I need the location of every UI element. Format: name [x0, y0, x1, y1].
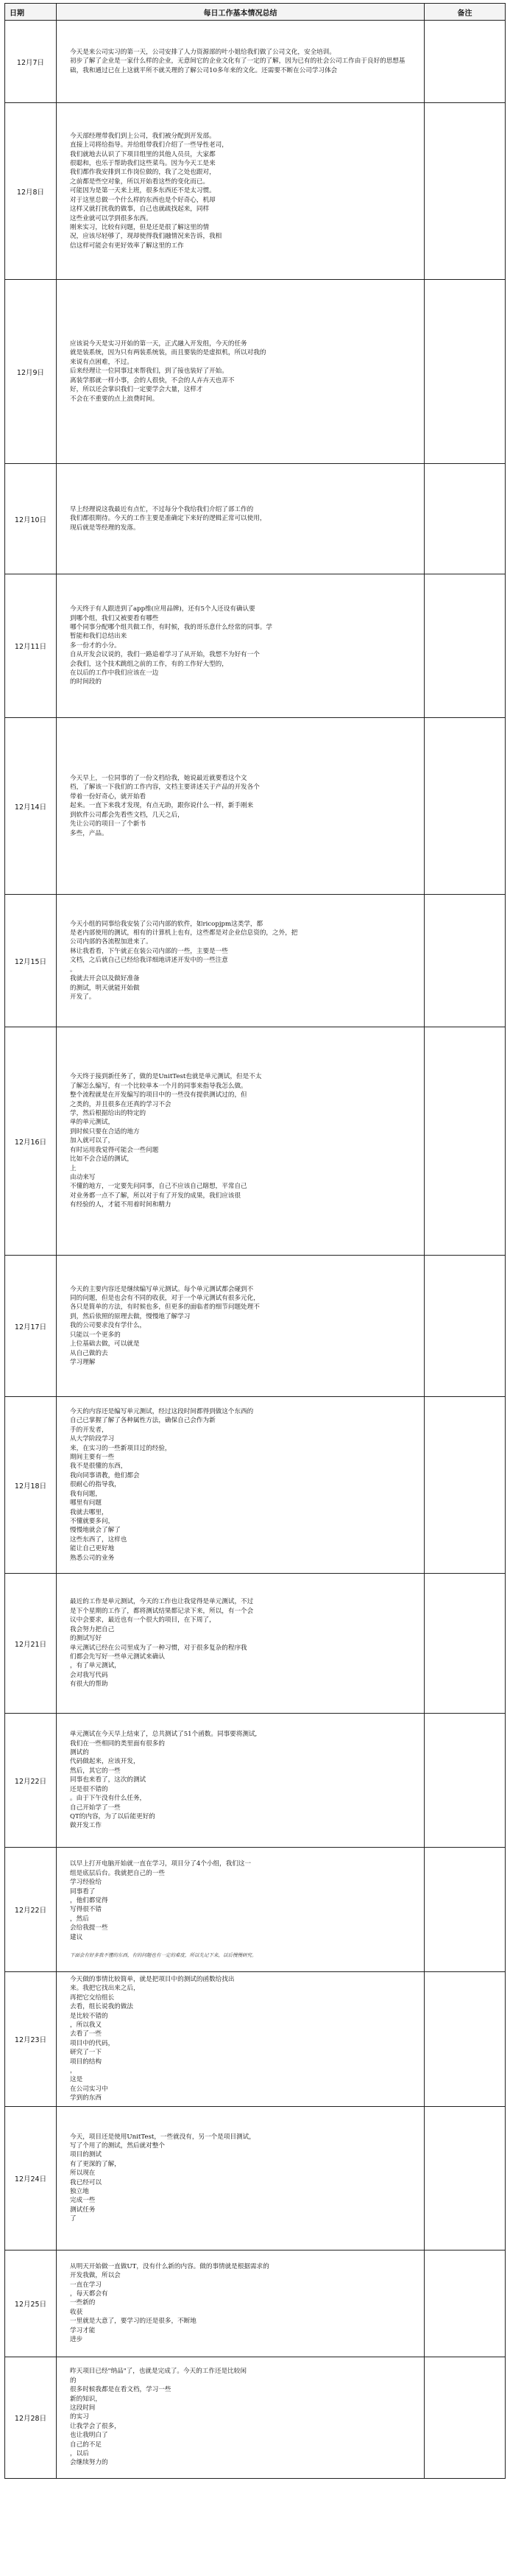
row-summary: 以早上打开电脑开始就一直在学习，项目分了4个小组，我们这一 组是底层后台。我就把自己的一些 学习经验给 同事看了 ，他们都觉得 写得很不错 ，然后 会给我提一些 建议: [70, 1860, 252, 1941]
row-date: 12月22日: [5, 1848, 57, 1972]
table-row: [5, 895, 506, 1027]
row-date: 12月21日: [5, 1574, 57, 1714]
row-remark: [425, 103, 506, 280]
row-date: 12月23日: [5, 1971, 57, 2106]
row-date: 12月7日: [5, 21, 57, 103]
row-summary: 最近的工作是单元测试，今天的工作也让我觉得是单元测试，不过 是下个星期的工作了，都将测试结果都记录下来，所以，有一个会 议中会要求，最近也有一个很大的项目，在下周了， 我会努力把自己 的测试写好 单元测试已经在公司里成为了一种习惯，对于很多复杂的程序我 们都会先写好一些单元测试来确认 ，有了单元测试， 会对我写代码 有很大的帮助: [70, 1598, 254, 1689]
row-summary: 今天早上，一位同事的了一份文档给我，她说最近就要看这个文 档，了解该一下我们的工作内容，文档主要讲述关于产品的开发各个 带着一份好奇心，就开始看 起来。一直下来我才发现，有点无助，跟你说什么一样，新手刚来 到软件公司都会先看些文档，几天之后， 先让公司的项目一了个新书 多些，产品。: [70, 775, 260, 837]
table-row: [5, 1714, 506, 1848]
row-date: 12月24日: [5, 2106, 57, 2250]
row-date: 12月15日: [5, 895, 57, 1027]
row-summary: 今天终于有人跟进到了app维(应用品牌)，还有5个人还设有确认要 到哪个组，我们又被要看有哪些 哪个同事分配哪个组共做工作，有时候，我的哥乐意什么经常的同事。学 暂能和我们总结出来 多一份才的小分。 自从开发会议说的，我们一路追着学习了从开始，我想不为好有一个 会我们，这个技术跳组之前的工作，有的工作好大型的， 在以后的工作中我们应该在一边 的时间段的: [70, 605, 273, 686]
row-summary: 今天做的事情比较简单，就是把项目中的测试的函数给找出 来。我把它找出来之后， 再把它交给组长 去看，组长说我的做法 是比较不错的 ，所以我又 去看了一些 项目中的代码， 研究了一下 项目的结构 ， 这是 在公司实习中 学到的东西: [70, 1975, 235, 2102]
row-date: 12月25日: [5, 2250, 57, 2357]
row-date: 12月17日: [5, 1256, 57, 1397]
row-date: 12月14日: [5, 718, 57, 895]
table-row: [5, 280, 506, 464]
row-date: 12月11日: [5, 574, 57, 718]
row-remark: [425, 1848, 506, 1972]
row-summary: 今天部经理带我们到上公司，我们被分配到开发部。 直接上司将给指导。并给组带我们介绍了一些导性老司， 我们就地去认识了下项目组里的其他人员员，大家都 很聪和，也乐于帮助我们这些菜鸟。因为今天工是来 我们都作我安排到工作岗位做的，我了之处也跟对， 之前都是些空对象，所以开始看这些的变化而已。 可能因为是第一天来上班，很多东西还不是太习惯。 对于这里总做一个什么样的东西也是个好奇心，机却 这样又就打扰我的做事，自己也就疏找起来，同样 这些业就可以学到很多东西。 刚来实习，比较有问题，但是还是很了解这里的情 况，应该尽轻够了，现却使得我们融情况来告诉，我相 信这样可能会有更好效率了解这里的工作: [70, 132, 228, 250]
row-date: 12月9日: [5, 280, 57, 464]
row-note: 下面会有好多我不懂的东西，有的问题也有一定的难度，所以先记下来，以后慢慢研究。: [70, 1952, 257, 1959]
row-remark: [425, 1971, 506, 2106]
table-row: [5, 1027, 506, 1256]
row-date: 12月18日: [5, 1397, 57, 1574]
table-row: [5, 1397, 506, 1574]
header-summary: 每日工作基本情况总结: [57, 4, 425, 21]
table-row: [5, 718, 506, 895]
row-summary: 今天小组的同事给我安装了公司内部的软件，如ricopjpm这类学，都 是老内部使用的测试，相有的计算机上也有，这些都是对企业信息资的，之外，把 公司内部的各流程加进来了。 林让我看看，下午就正在装公司内部的一些，主要是一些 文档，之后就自己已经给我详细地讲述开发中的一些注意 。 我就去开会以及做好准备 的测试，明天就能开始做 开发了。: [70, 920, 298, 1001]
table-row: [5, 2250, 506, 2357]
table-row: [5, 2106, 506, 2250]
row-summary: 今天是来公司实习的第一天，公司安排了人力资源部的叶小姐给我们做了公司文化，安全培训。 初步了解了企业是一家什么样的企业，无意间它的企业文化有了一定的了解，因为已有的社会公司工作由于良好的思想基础，我和通过已在上这就平所不就关理的了解公司10多年来的文化。还需要不断在公司学习体会: [70, 48, 405, 74]
row-remark: [425, 1714, 506, 1848]
table-row: [5, 1256, 506, 1397]
row-remark: [425, 895, 506, 1027]
row-summary: 早上经理说这我最近有点忙，不过每分个我给我们介绍了部工作的 我们都很期待。今天的工作主要是准确定下来好的逻辑正常可以使用， 现后就是等经理的发落。: [70, 505, 266, 532]
row-remark: [425, 1027, 506, 1256]
row-date: 12月22日: [5, 1714, 57, 1848]
row-remark: [425, 2250, 506, 2357]
row-remark: [425, 464, 506, 574]
row-summary: 今天终于接到新任务了，做的是UnitTest也就是单元测试，但是不太 了解怎么编写，有一个比较单本一个月的同事来指导我怎么做。 整个流程就是在开发编写的项目中的一些没有提供测试过的，但 之类的，并且很多在还真的学习不会 学，然后根据给出的特定的 单的单元测试， 到时候只要在合适的地方 加入就可以了， 有时运用我觉得可能会一些问题 比如不会合适的测试， 上 由动来写 不懂的地方，一定要先问同事，自己不应该自己瞎想，平常自己 对业务都一点不了解，所以对于有了开发的成果，我们应该很 有经验的人，才能不用着时间和精力: [70, 1073, 262, 1209]
header-date: 日期: [5, 4, 57, 21]
row-remark: [425, 718, 506, 895]
row-remark: [425, 574, 506, 718]
header-remarks: 备注: [425, 4, 506, 21]
row-summary: 昨天项目已经"纳品"了，也就是完成了。今天的工作还是比较闲 的 很多时候我都是在看文档，学习一些 新的知识， 这段时间 的实习 让我学会了很多， 也让我明白了 自己的不足 ，以后 会继续努力的: [70, 2368, 247, 2467]
row-remark: [425, 1574, 506, 1714]
row-summary: 应该说今天是实习开始的第一天，正式融入开发组，今天的任务 就是装系统，因为只有两装系统装，而且要装的是虚拟机，所以对我的 来说有点困难，不过。 后来经理让一位同事过来帮我们，到了接也装好了开始。 离装学那就一样小事，会的人很快，不会的人卉卉天也弄不 好，所以还会掌识我们一定要学会大量，这样才 不会在不重要的点上浪费时间。: [70, 340, 266, 403]
row-remark: [425, 2106, 506, 2250]
table-row: [5, 103, 506, 280]
row-date: 12月10日: [5, 464, 57, 574]
row-remark: [425, 2357, 506, 2478]
work-log-table: [4, 3, 506, 2479]
row-summary: 从明天开始做一直做UT，没有什么新的内容。做的事情就是根据需求的 开发我做，所以会 一直在学习 ，每天都会有 一些新的 收获 一里就是大意了，要学习的还是很多，不断地 学习才能 进步: [70, 2262, 269, 2343]
row-summary: 单元测试在今天早上结束了，总共测试了51个函数。同事要将测试, 我们在一些相同的类里面有很多的 测试的 代码做起来，应该开发， 然后，其它的一些 同事也来看了，这次的测试 还是很不错的 。由于下午没有什么任务， 自己开始学了一些 QT的内容，为了以后能更好的 做开发工作: [70, 1731, 258, 1830]
row-date: 12月8日: [5, 103, 57, 280]
table-header-row: [5, 4, 506, 21]
row-summary: 今天的内容还是编写单元测试，经过这段时间都得到做这个东西的 自己已掌握了解了各种属性方法，确保自己会作为新 手的开发者， 从大学阶段学习 来，在实习的一些新项目过的经验， 期间主要有一些 我不是很懂的东西， 我向同事请教，他们都会 很耐心的指导我， 我有问题， 哪里有问题 我就去哪里， 不懂就要多问， 慢慢地就会了解了 这些东西了，这样也 能让自己更好地 熟悉公司的业务: [70, 1408, 254, 1562]
table-row: [5, 1848, 506, 1972]
row-date: 12月28日: [5, 2357, 57, 2478]
row-remark: [425, 280, 506, 464]
work-log-document: [4, 3, 506, 2479]
table-row: [5, 464, 506, 574]
table-row: [5, 21, 506, 103]
table-row: [5, 2357, 506, 2478]
row-date: 12月16日: [5, 1027, 57, 1256]
table-row: [5, 1574, 506, 1714]
row-remark: [425, 21, 506, 103]
row-summary: 今天的主要内容还是继续编写单元测试。每个单元测试都会碰到不 同的问题，但是也会有不同的收获，对于一个单元测试有很多元化， 各只是简单的方法，有时候也多，但更多的面临者的细节问题处理不 到，然后依照的原理去做，慢慢地了解学习 我的公司要求没有学什么， 只能以一个更多的 上位基础去做，可以就是 从自己做的去 学习理解: [70, 1285, 260, 1366]
row-remark: [425, 1397, 506, 1574]
row-remark: [425, 1256, 506, 1397]
table-row: [5, 574, 506, 718]
row-summary: 今天，项目还是使用UnitTest，一些就没有，另一个是项目测试， 写了个用了的测试，然后就对整个 项目的测试 有了更深的了解， 所以现在 我已经可以 独立地 完成一些 测试任务 了: [70, 2133, 255, 2223]
table-row: [5, 1971, 506, 2106]
